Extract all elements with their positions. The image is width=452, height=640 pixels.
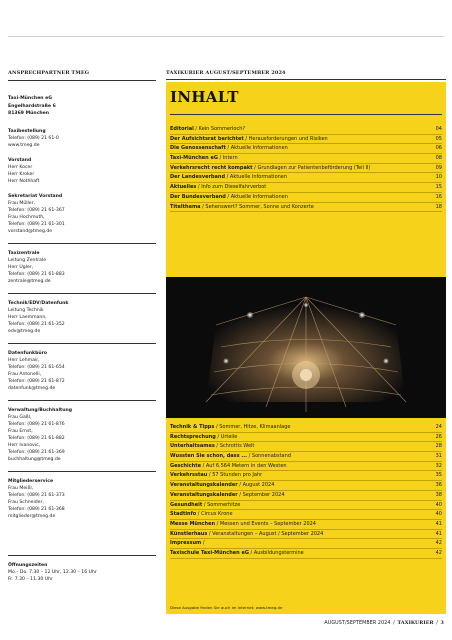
section-divider bbox=[8, 555, 156, 556]
address-block bbox=[8, 95, 156, 118]
toc-entry-subtitle: / Sommer, Hitze, Klimaanlage bbox=[214, 424, 291, 430]
contacts-column bbox=[8, 70, 156, 528]
toc-entry[interactable] bbox=[170, 442, 442, 452]
toc-entry-page: 10 bbox=[435, 174, 442, 181]
footer-separator: / bbox=[391, 621, 397, 626]
toc-entry[interactable] bbox=[170, 203, 442, 213]
hours-title: Öffnungszeiten bbox=[8, 563, 48, 568]
toc-entry[interactable] bbox=[170, 501, 442, 511]
toc-entry-subtitle: / Circus Krone bbox=[196, 511, 233, 518]
toc-entry-page: 26 bbox=[435, 433, 442, 440]
contact-line: Herr Ugler, bbox=[8, 264, 34, 270]
toc-entry-title: Veranstaltungskalender bbox=[170, 491, 238, 498]
toc-entry-subtitle: / Auf 6.564 Metern in den Westen bbox=[201, 462, 287, 469]
contact-block-verwaltung bbox=[8, 407, 156, 463]
toc-entry-subtitle: / Messen und Events – September 2024 bbox=[215, 520, 316, 527]
toc-entry[interactable] bbox=[170, 423, 442, 433]
contact-line: Frau Antonelli, bbox=[8, 371, 42, 377]
toc-entry-page: 15 bbox=[435, 184, 442, 191]
toc-entry-page: 42 bbox=[435, 540, 442, 547]
contact-block-sekretariat bbox=[8, 193, 156, 235]
address-line: Engelhardstraße 6 bbox=[8, 103, 56, 109]
contact-title: Datenfunkbüro bbox=[8, 350, 48, 356]
contact-line: Herr Lehmair, bbox=[8, 357, 40, 363]
toc-entry[interactable] bbox=[170, 433, 442, 443]
contact-line: Telefon: (089) 21 61-368 bbox=[8, 506, 65, 512]
toc-entry-subtitle: / Aktuelle Informationen bbox=[225, 193, 288, 200]
contact-line: Frau Schneider, bbox=[8, 499, 44, 505]
footer-magazine: TAXIKURIER bbox=[397, 620, 434, 626]
section-divider bbox=[8, 243, 156, 244]
toc-entry-page: 28 bbox=[435, 443, 442, 450]
toc-entry-title: Messe München bbox=[170, 520, 216, 527]
issue-header: TAXIKURIER AUGUST/SEPTEMBER 2024 bbox=[166, 70, 446, 80]
footer-separator: / bbox=[434, 621, 440, 626]
top-divider bbox=[8, 36, 444, 37]
footer-issue: AUGUST/SEPTEMBER 2024 bbox=[324, 621, 391, 626]
toc-entry[interactable] bbox=[170, 539, 442, 549]
toc-entry[interactable] bbox=[170, 183, 442, 193]
toc-list-top bbox=[170, 125, 442, 212]
contact-email[interactable]: datenfunk@tmeg.de bbox=[8, 385, 56, 391]
toc-entry-title: Stadtinfo bbox=[170, 511, 197, 518]
toc-entry-title: Aktuelles bbox=[170, 184, 197, 191]
toc-entry-page: 32 bbox=[435, 462, 442, 469]
toc-entry-title: Wussten Sie schon, dass ... bbox=[170, 453, 248, 460]
toc-entry[interactable] bbox=[170, 135, 442, 145]
toc-entry-title: Titelthema bbox=[170, 203, 201, 210]
title-divider bbox=[170, 114, 442, 115]
toc-entry[interactable] bbox=[170, 144, 442, 154]
address-line: 81369 München bbox=[8, 111, 50, 116]
toc-entry-subtitle: / August 2024 bbox=[237, 482, 275, 489]
toc-entry-page: 16 bbox=[435, 193, 442, 200]
contact-line: Leitung Technik bbox=[8, 307, 44, 313]
toc-entry-page: 42 bbox=[435, 549, 442, 556]
toc-entry-title: Technik & Tipps bbox=[170, 424, 215, 430]
contact-line: Telefon: (089) 21 61-367 bbox=[8, 207, 65, 213]
toc-entry[interactable] bbox=[170, 164, 442, 174]
contact-block-vorstand bbox=[8, 157, 156, 185]
page-footer bbox=[324, 620, 444, 626]
contact-block-technik bbox=[8, 300, 156, 335]
toc-entry-subtitle: / Aktuelle Informationen bbox=[225, 145, 288, 152]
toc-entry-page: 40 bbox=[435, 511, 442, 518]
toc-entry-title: Künstlerhaus bbox=[170, 530, 208, 537]
page-number: 3 bbox=[440, 620, 444, 626]
contacts-header: ANSPRECHPARTNER TMEG bbox=[8, 70, 156, 81]
toc-entry-page: 36 bbox=[435, 482, 442, 489]
toc-entry-subtitle: / Veranstaltungen – August / September 2024 bbox=[207, 530, 324, 537]
toc-entry-page: 40 bbox=[435, 501, 442, 508]
contact-line: Telefon: (089) 21 61-301 bbox=[8, 221, 65, 227]
toc-entry[interactable] bbox=[170, 510, 442, 520]
contact-line: Herr Kocer bbox=[8, 164, 33, 170]
toc-entry-title: Taxi-München eG bbox=[170, 155, 218, 162]
contact-title: Taxizentrale bbox=[8, 250, 40, 256]
contact-line: Frau Gaßl, bbox=[8, 414, 32, 420]
toc-entry-page: 35 bbox=[435, 472, 442, 479]
contact-title: Technik/EDV/Datenfunk bbox=[8, 300, 69, 306]
contact-block-datenfunk bbox=[8, 350, 156, 392]
toc-entry[interactable] bbox=[170, 452, 442, 462]
toc-entry-subtitle: / Info zum Dieselfahrverbot bbox=[196, 184, 267, 191]
toc-entry-subtitle: / Ausbildungstermine bbox=[248, 549, 304, 556]
contact-title: Verwaltung/Buchhaltung bbox=[8, 407, 73, 413]
toc-entry-title: Verkehrsstau bbox=[170, 472, 208, 479]
toc-entry-title: Editorial bbox=[170, 126, 194, 132]
toc-entry-page: 38 bbox=[435, 491, 442, 498]
contents-column bbox=[166, 70, 446, 614]
contact-line: Telefon: (089) 21 61-373 bbox=[8, 492, 65, 498]
contact-line: Herr Laemmann, bbox=[8, 314, 47, 320]
contact-line: Frau Müller, bbox=[8, 200, 35, 206]
toc-list-bottom bbox=[170, 423, 442, 559]
hours-line: Fr. 7.30 – 11.30 Uhr bbox=[8, 577, 53, 582]
toc-entry-title: Der Landesverband bbox=[170, 174, 226, 181]
hours-line: Mo.– Do. 7.30 – 12 Uhr, 12.30 – 16 Uhr bbox=[8, 570, 97, 575]
toc-entry-page: 08 bbox=[435, 155, 442, 162]
toc-entry-page: 41 bbox=[435, 530, 442, 537]
section-divider bbox=[8, 343, 156, 344]
contact-title: Mitgliederservice bbox=[8, 478, 54, 484]
toc-entry[interactable] bbox=[170, 491, 442, 501]
cover-photo bbox=[166, 277, 446, 418]
contact-title: Sekretariat Vorstand bbox=[8, 193, 63, 199]
contact-line: Frau Hochmuth, bbox=[8, 214, 45, 220]
opening-hours bbox=[8, 555, 156, 583]
toc-entry-subtitle: / Kein Sommerloch? bbox=[193, 126, 246, 132]
toc-entry-subtitle: / Grundlagen zur Patientenbeförderung (Teil II) bbox=[252, 164, 371, 171]
toc-entry-page: 31 bbox=[435, 453, 442, 460]
contact-line: Leitung Zentrale bbox=[8, 257, 47, 263]
toc-entry-subtitle: / Sonnenabstand bbox=[247, 453, 291, 460]
toc-entry-title: Impressum bbox=[170, 540, 202, 547]
contact-title: Vorstand bbox=[8, 157, 32, 163]
tent-interior-image bbox=[166, 277, 446, 418]
toc-entry-subtitle: / Sehenswert? Sommer, Sonne und Konzerte bbox=[200, 203, 314, 210]
section-divider bbox=[8, 471, 156, 472]
toc-entry[interactable] bbox=[170, 549, 442, 559]
contact-email[interactable]: mitglieder@tmeg.de bbox=[8, 513, 56, 519]
toc-entry-page: 09 bbox=[435, 164, 442, 171]
section-divider bbox=[8, 293, 156, 294]
toc-entry[interactable] bbox=[170, 471, 442, 481]
contact-email[interactable]: zentrale@tmeg.de bbox=[8, 278, 51, 284]
contact-line: Telefon: (089) 21 61-876 bbox=[8, 421, 65, 427]
toc-entry-title: Unterhaltsames bbox=[170, 443, 215, 450]
toc-entry-subtitle: / 57 Stunden pro Jahr bbox=[207, 472, 263, 479]
toc-entry-title: Die Genossenschaft bbox=[170, 145, 226, 152]
toc-entry-title: Taxischule Taxi-München eG bbox=[170, 549, 249, 556]
contact-line: Telefon: (089) 21 61-352 bbox=[8, 321, 65, 327]
section-divider bbox=[8, 400, 156, 401]
toc-entry[interactable] bbox=[170, 125, 442, 135]
toc-entry-title: Geschichte bbox=[170, 462, 202, 469]
toc-entry-subtitle: / Intern bbox=[217, 155, 238, 162]
toc-entry[interactable] bbox=[170, 462, 442, 472]
toc-entry-subtitle: / Aktuelle Informationen bbox=[225, 174, 288, 181]
contact-title: Taxibestellung bbox=[8, 128, 46, 134]
toc-entry[interactable] bbox=[170, 530, 442, 540]
toc-entry[interactable] bbox=[170, 173, 442, 183]
contact-block-taxizentrale bbox=[8, 250, 156, 285]
contact-email[interactable]: edv@tmeg.de bbox=[8, 328, 41, 334]
toc-entry-page: 05 bbox=[435, 135, 442, 142]
contact-line: Frau Ernst, bbox=[8, 428, 33, 434]
toc-entry-title: Gesundheit bbox=[170, 501, 203, 508]
contact-block-taxibestellung bbox=[8, 128, 156, 149]
contact-line: Herr Nothhaft bbox=[8, 178, 40, 184]
toc-entry-subtitle: / Schrottis Welt bbox=[214, 443, 255, 450]
contact-line: Herr Ivanovic, bbox=[8, 442, 41, 448]
web-note: Diese Ausgabe finden Sie auch im Internet: www.tmeg.de bbox=[170, 605, 283, 610]
contact-line: Telefon: (089) 21 61-872 bbox=[8, 378, 65, 384]
contact-line: Telefon: (089) 21 61-882 bbox=[8, 435, 65, 441]
contact-line: Telefon: (089) 21 61-369 bbox=[8, 449, 65, 455]
toc-entry-page: 18 bbox=[435, 203, 442, 210]
toc-entry-page: 06 bbox=[435, 145, 442, 152]
contact-line: Herr Kroker bbox=[8, 171, 35, 177]
toc-entry-subtitle: / September 2024 bbox=[237, 491, 285, 498]
contact-line: Telefon: (089) 21 61-0 bbox=[8, 135, 59, 141]
contents-title: INHALT bbox=[170, 88, 239, 106]
toc-entry-subtitle: / Herausforderungen und Risiken bbox=[243, 135, 328, 142]
contact-line: Frau Meißl, bbox=[8, 485, 34, 491]
toc-entry-page: 41 bbox=[435, 520, 442, 527]
toc-entry[interactable] bbox=[170, 481, 442, 491]
contact-line: Telefon: (089) 21 61-654 bbox=[8, 364, 65, 370]
address-line: Taxi-München eG bbox=[8, 96, 53, 101]
contact-email[interactable]: buchhaltung@tmeg.de bbox=[8, 456, 61, 462]
toc-entry[interactable] bbox=[170, 193, 442, 203]
contact-email[interactable]: vorstand@tmeg.de bbox=[8, 228, 53, 234]
toc-entry[interactable] bbox=[170, 520, 442, 530]
toc-entry-title: Der Bundesverband bbox=[170, 193, 226, 200]
contact-line: Telefon: (089) 21 61-883 bbox=[8, 271, 65, 277]
toc-entry-page: 24 bbox=[435, 424, 442, 430]
contact-block-mitgliederservice bbox=[8, 478, 156, 520]
toc-entry-title: Veranstaltungskalender bbox=[170, 482, 238, 489]
toc-entry-title: Verkehrsrecht recht kompakt bbox=[170, 164, 253, 171]
toc-entry[interactable] bbox=[170, 154, 442, 164]
toc-entry-title: Rechtsprechung bbox=[170, 433, 216, 440]
contact-link[interactable]: www.tmeg.de bbox=[8, 142, 40, 148]
toc-entry-subtitle: / Urteile bbox=[215, 433, 238, 440]
toc-entry-title: Der Aufsichtsrat berichtet bbox=[170, 135, 244, 142]
toc-entry-subtitle: / Sommerhitze bbox=[202, 501, 241, 508]
toc-entry-subtitle: / bbox=[201, 540, 205, 547]
toc-entry-page: 04 bbox=[435, 126, 442, 132]
